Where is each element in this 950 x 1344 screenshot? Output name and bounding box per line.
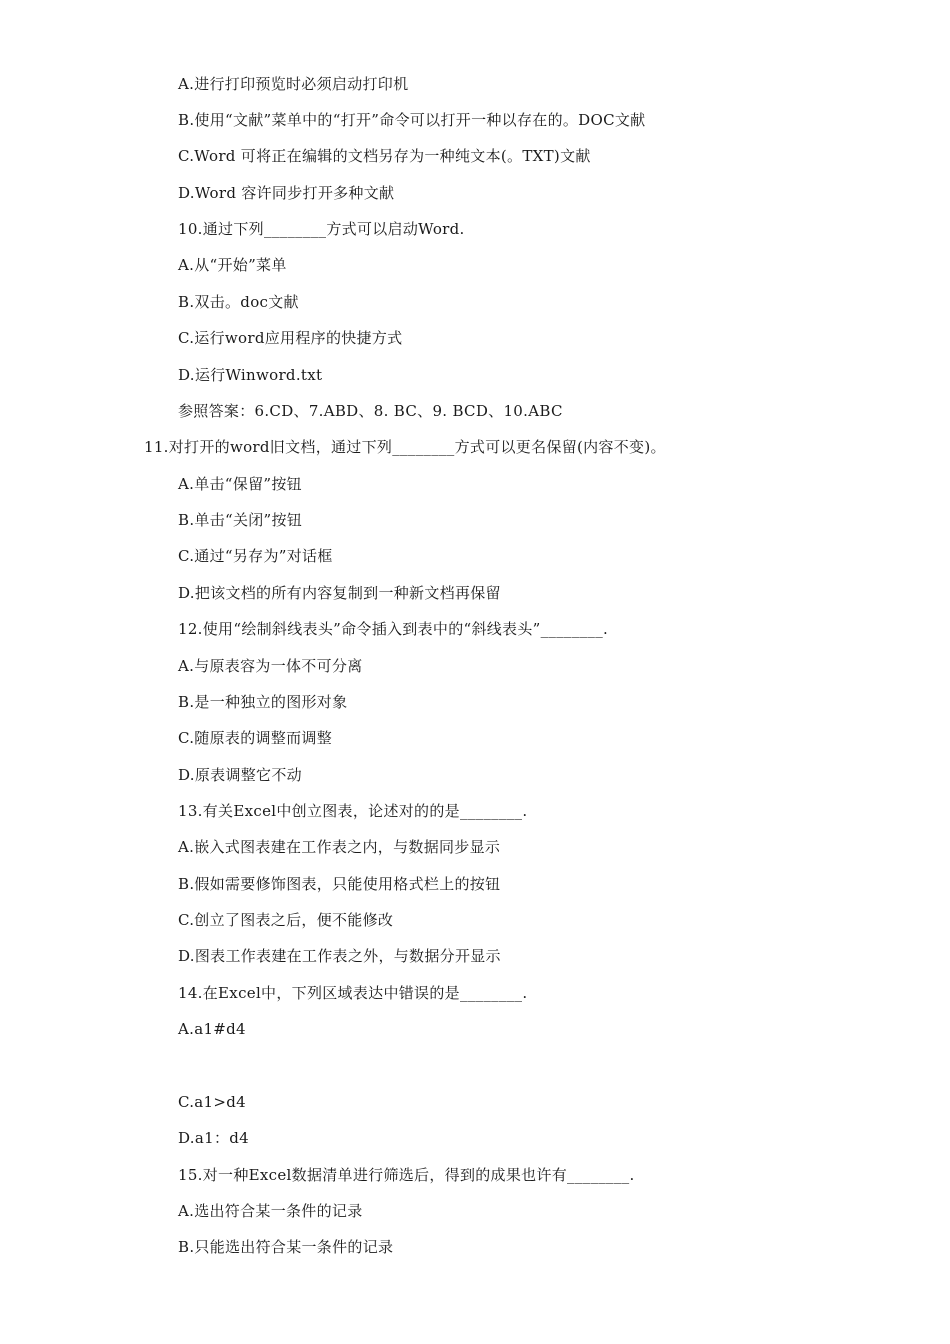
question-12: 12.使用“绘制斜线表头”命令插入到表中的“斜线表头”________.	[178, 620, 609, 638]
option-a-q15: A.选出符合某一条件的记录	[178, 1202, 363, 1220]
option-b-q12: B.是一种独立的图形对象	[178, 693, 348, 711]
answer-key: 参照答案：6.CD、7.ABD、8. BC、9. BCD、10.ABC	[178, 402, 563, 420]
option-b-q11: B.单击“关闭”按钮	[178, 511, 303, 529]
option-c-q10: C.运行word应用程序的快捷方式	[178, 329, 403, 347]
option-a-q10: A.从“开始”菜单	[178, 256, 287, 274]
option-b-q13: B.假如需要修饰图表，只能使用格式栏上的按钮	[178, 875, 501, 893]
option-b-q15: B.只能选出符合某一条件的记录	[178, 1238, 394, 1256]
option-d-q9: D.Word 容许同步打开多种文献	[178, 184, 395, 202]
option-a-q14: A.a1#d4	[178, 1020, 246, 1038]
option-b-q9: B.使用“文献”菜单中的“打开”命令可以打开一种以存在的。DOC文献	[178, 111, 646, 129]
option-c-q11: C.通过“另存为”对话框	[178, 547, 333, 565]
option-d-q10: D.运行Winword.txt	[178, 366, 323, 384]
question-14: 14.在Excel中，下列区域表达中错误的是________.	[178, 984, 528, 1002]
option-a-q11: A.单击“保留”按钮	[178, 475, 302, 493]
question-10: 10.通过下列________方式可以启动Word.	[178, 220, 465, 238]
option-a-q9: A.进行打印预览时必须启动打印机	[178, 75, 409, 93]
option-a-q12: A.与原表容为一体不可分离	[178, 657, 363, 675]
option-c-q12: C.随原表的调整而调整	[178, 729, 333, 747]
option-c-q9: C.Word 可将正在编辑的文档另存为一种纯文本(。TXT)文献	[178, 147, 591, 165]
option-d-q13: D.图表工作表建在工作表之外，与数据分开显示	[178, 947, 501, 965]
option-b-q10: B.双击。doc文献	[178, 293, 299, 311]
question-13: 13.有关Excel中创立图表，论述对的的是________.	[178, 802, 528, 820]
option-c-q14: C.a1>d4	[178, 1093, 247, 1111]
option-c-q13: C.创立了图表之后，便不能修改	[178, 911, 394, 929]
question-15: 15.对一种Excel数据清单进行筛选后，得到的成果也许有________.	[178, 1166, 635, 1184]
question-11: 11.对打开的word旧文档，通过下列________方式可以更名保留(内容不变)。	[144, 438, 666, 456]
option-d-q12: D.原表调整它不动	[178, 766, 302, 784]
option-a-q13: A.嵌入式图表建在工作表之内，与数据同步显示	[178, 838, 501, 856]
option-d-q11: D.把该文档的所有内容复制到一种新文档再保留	[178, 584, 501, 602]
option-d-q14: D.a1：d4	[178, 1129, 249, 1147]
